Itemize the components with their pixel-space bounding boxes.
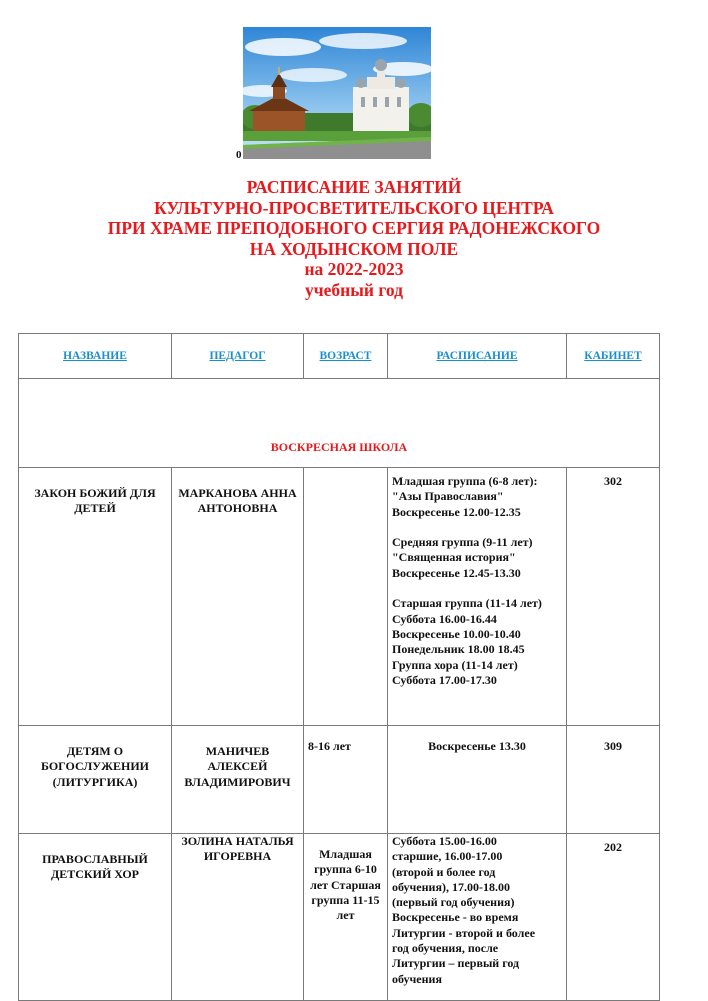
- room-number: 309: [567, 726, 660, 834]
- title-line: на 2022-2023: [304, 259, 404, 279]
- table-row: [19, 726, 660, 834]
- teacher-name: ЗОЛИНА НАТАЛЬЯ ИГОРЕВНА: [172, 834, 304, 1001]
- title-line: КУЛЬТУРНО-ПРОСВЕТИТЕЛЬСКОГО ЦЕНТРА: [154, 197, 554, 218]
- header-link-age[interactable]: ВОЗРАСТ: [319, 349, 372, 362]
- page-mark: 0: [236, 149, 242, 161]
- header-link-name[interactable]: НАЗВАНИЕ: [63, 349, 127, 362]
- schedule-table: [18, 333, 660, 1001]
- header-link-room[interactable]: КАБИНЕТ: [584, 349, 642, 362]
- schedule-text: Младшая группа (6-8 лет): "Азы Православия" Воскресенье 12.00-12.35 Средняя группа (9-11 лет) "Священная история" Воскресенье 12.45-13.30 Старшая группа (11-14 лет) Суббота 16.00-16.44 Воскресенье 10.00-10.40 Понедельник 18.00 18.45 Группа хора (11-14 лет) Суббота 17.00-17.30: [388, 468, 567, 726]
- room-number: 302: [567, 468, 660, 726]
- age-range: Младшая группа 6-10 лет Старшая группа 11-15 лет: [304, 834, 388, 1001]
- teacher-name: МАРКАНОВА АННА АНТОНОВНА: [172, 468, 304, 726]
- class-name: ЗАКОН БОЖИЙ ДЛЯ ДЕТЕЙ: [19, 468, 172, 726]
- page-title: [0, 177, 708, 300]
- header-cell-schedule: [388, 334, 567, 379]
- table-row: [19, 834, 660, 1001]
- schedule-text: Суббота 15.00-16.00 старшие, 16.00-17.00 (второй и более год обучения), 17.00-18.00 (первый год обучения) Воскресенье - во время Литургии - второй и более год обучения, после Литургии – первый год обучения: [388, 834, 567, 1001]
- age-range: 8-16 лет: [304, 726, 388, 834]
- class-name: ПРАВОСЛАВНЫЙ ДЕТСКИЙ ХОР: [19, 834, 172, 1001]
- table-header-row: [19, 334, 660, 379]
- title-line: ПРИ ХРАМЕ ПРЕПОДОБНОГО СЕРГИЯ РАДОНЕЖСКОГО: [107, 218, 601, 238]
- section-row: [19, 379, 660, 468]
- header-cell-name: [19, 334, 172, 379]
- schedule-text: Воскресенье 13.30: [388, 726, 567, 834]
- header-cell-age: [304, 334, 388, 379]
- room-number: 202: [567, 834, 660, 1001]
- header-cell-teacher: [172, 334, 304, 379]
- class-name: ДЕТЯМ О БОГОСЛУЖЕНИИ (ЛИТУРГИКА): [19, 726, 172, 834]
- age-range: [304, 468, 388, 726]
- church-photo: [243, 27, 431, 159]
- header-cell-room: [567, 334, 660, 379]
- teacher-name: МАНИЧЕВ АЛЕКСЕЙ ВЛАДИМИРОВИЧ: [172, 726, 304, 834]
- section-title: ВОСКРЕСНАЯ ШКОЛА: [19, 379, 660, 468]
- title-line: РАСПИСАНИЕ ЗАНЯТИЙ: [246, 177, 462, 197]
- table-row: [19, 468, 660, 726]
- title-line: НА ХОДЫНСКОМ ПОЛЕ: [249, 238, 459, 259]
- title-line: учебный год: [305, 279, 403, 300]
- header-link-schedule[interactable]: РАСПИСАНИЕ: [436, 349, 518, 362]
- header-link-teacher[interactable]: ПЕДАГОГ: [209, 349, 266, 362]
